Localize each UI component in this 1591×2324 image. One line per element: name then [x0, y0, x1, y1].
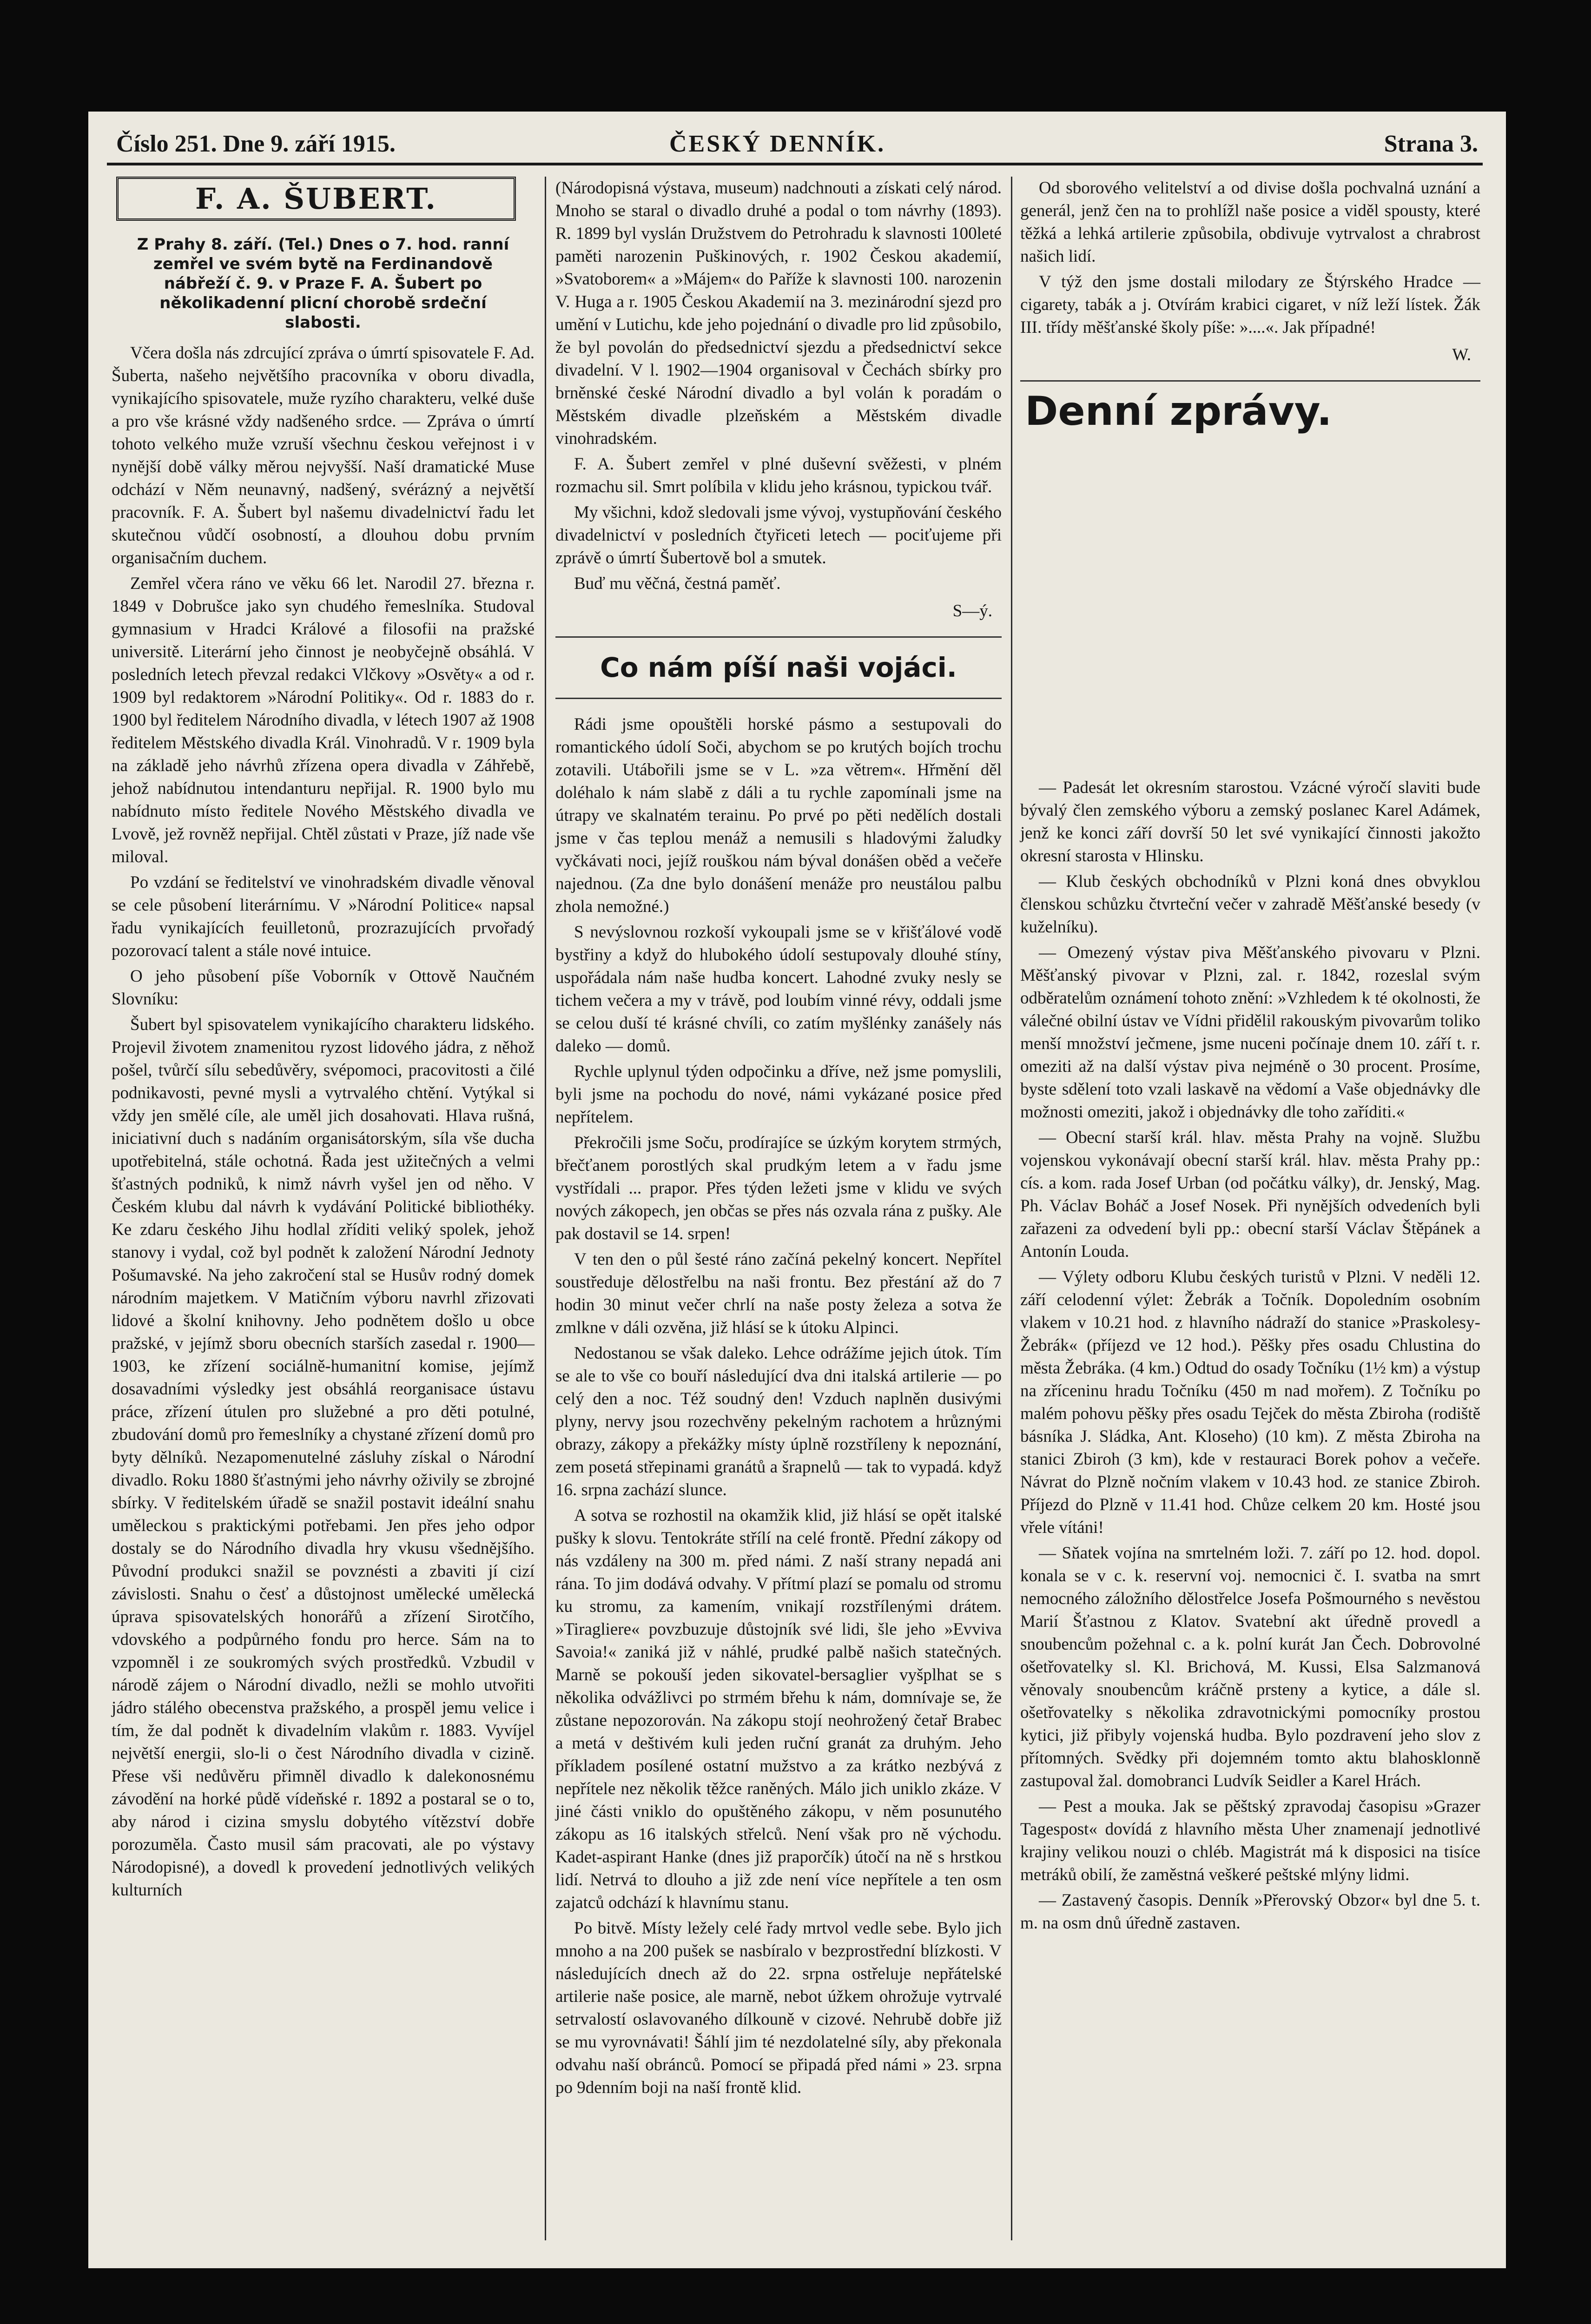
section-rule [555, 636, 1002, 638]
news-item: — Omezený výstav piva Měšťanského pivovaru v Plzni. Měšťanský pivovar v Plzni, zal. r. 1842, rozeslal svým odběratelům oznámení tohoto znění: »Vzhledem k té okolnosti, že válečné obilní ústav ve Vídni přidělil rakouským pivovarům toliko menší množství ječmene, jsme nuceni počínaje dnem 10. září t. r. omeziti až na další výstav piva nejméně o 30 procent. Prosíme, byste sdělení toto vzali laskavě na vědomí a Vaše objednávky dle možnosti omeziti, jakož i objednávky dle toho zaříditi.« [1020, 943, 1480, 1122]
masthead-rule [107, 163, 1483, 165]
issue-date: Číslo 251. Dne 9. září 1915. [116, 131, 396, 157]
soldiers-paragraph: Překročili jsme Soču, prodírajíce se úzkým korytem strmých, břečťanem porostlých skal prudkým letem a v řadu jsme vystřídali ... prapor. Přes týden ležeti jsme v klidu ve svých nových zákopech, jen občas se přes nás ozvala rána z pušky. Ale pak dostavil se 14. srpen! [555, 1133, 1002, 1243]
news-item: — Pest a mouka. Jak se pěštský zpravodaj časopisu »Grazer Tagespost« dovídá z hlavního města Uher znamenají jednotlivé krajiny velikou nouzi o chléb. Magistrát má k disposici na tisíce metráků obilí, že zaměstná veškeré peštské mlýny lidmi. [1020, 1797, 1480, 1884]
newspaper-page [88, 112, 1506, 2268]
section-rule [1020, 380, 1480, 382]
obituary-telegram: Z Prahy 8. září. (Tel.) Dnes o 7. hod. ranní zemřel ve svém bytě na Ferdinandově nábřeží č. 9. v Praze F. A. Šubert po několikadenní plicní chorobě srdeční slabosti. [137, 235, 509, 332]
obituary-name-box: F. A. ŠUBERT. [116, 177, 516, 221]
obituary-continued: Buď mu věčná, čestná paměť. [574, 574, 781, 593]
soldiers-paragraph: Rychle uplynul týden odpočinku a dříve, než jsme pomyslili, byli jsme na pochodu do nové, námi vykázané posice před nepřítelem. [555, 1062, 1002, 1127]
soldiers-paragraph: S nevýslovnou rozkoší vykoupali jsme se v křišťálové vodě bystřiny a když do hlubokého údolí sestupovaly dlouhé stíny, uspořádala nám naše hudba koncert. Lahodné zvuky nesly se tichem večera a my v trávě, pod loubím vinné révy, oddali jsme se celou duší té krásné chvíli, co zatím myšlénky zanášely nás daleko — domů. [555, 923, 1002, 1056]
obituary-paragraph: Po vzdání se ředitelství ve vinohradském divadle věnoval se cele působení literárnímu. V »Národní Politice« napsal řadu vynikajících feuilletonů, prozrazujících prvořadý pozorovací talent a stále nové intuice. [112, 873, 535, 960]
section-title-daily-news: Denní zprávy. [1025, 388, 1332, 435]
news-item: — Sňatek vojína na smrtelném loži. 7. září po 12. hod. dopol. konala se v c. k. reservní voj. nemocnici č. I. svatba na smrt nemocného záložního dělostřelce Josefa Pošmourného s nevěstou Marií Šťastnou z Klatov. Svatební akt úředně provedl a snoubencům požehnal c. a k. polní kurát Jan Čech. Dobrovolné ošetřovatelky sl. Kl. Brichová, M. Kussi, Elsa Salzmanová věnovaly snoubencům kráčně prsteny a kytice, a dále sl. ošetřovatelky s několika zdravotnickými pomocníky prostou kytici, již přibyly vojenská hudba. Bylo pozdravení jeho slov z přítomných. Svědky při dojemném tomto aktu blahosklonně zastupoval žal. domobranci Ludvík Seidler a Karel Hrách. [1020, 1544, 1480, 1790]
soldiers-paragraph: V ten den o půl šesté ráno začíná pekelný koncert. Nepřítel soustředuje dělostřelbu na naši frontu. Bez přestání až do 7 hodin 30 minut večer chrlí na naše posty železa a sotva že zmlkne v dáli ozvěna, již hlásí se k útoku Alpinci. [555, 1250, 1002, 1337]
obituary-paragraph: Zemřel včera ráno ve věku 66 let. Narodil 27. března r. 1849 v Dobrušce jako syn chudého řemeslníka. Studoval gymnasium v Hradci Králové a filosofii na pražské universitě. Literární jeho činnost je neobyčejně obsáhlá. V posledních letech převzal redakci Vlčkovy »Osvěty« a od r. 1909 byl redaktorem »Národní Politiky«. Od r. 1883 do r. 1900 byl ředitelem Národního divadla, v létech 1907 až 1908 ředitelem Městského divadla Král. Vinohradů. V r. 1909 byla na základě jeho návrhů zřízena opera divadla v Záhřebě, jehož nabídnutou intendanturu nepřijal. R. 1900 bylo mu nabídnuto místo ředitele Nového Městského divadla ve Lvově, jež rovněž nepřijal. Chtěl zůstati v Praze, jíž nade vše miloval. [112, 574, 535, 866]
soldiers-paragraph: Nedostanou se však daleko. Lehce odrážíme jejich útok. Tím se ale to vše co bouří následující dva dni italská artilerie — po celý den a noc. Též soudný den! Vzduch naplněn dusivými plyny, nervy jsou rozechvěny pekelným rachotem a hrůznými obrazy, zákopy a překážky místy úplně rozstříleny k nepoznání, zem posetá střepinami granátů a šrapnelů — tak to vypadá. když 16. srpna zachází slunce. [555, 1344, 1002, 1499]
page-number: Strana 3. [1384, 131, 1478, 157]
soldiers-paragraph: Rádi jsme opouštěli horské pásmo a sestupovali do romantického údolí Soči, abychom se po krutých bojích trochu zotavili. Utábořili jsme se v L. »za větrem«. Hřmění děl doléhalo k nám slabě z dáli a tu rychle zapomínali jsme na útrapy ve skalnatém terainu. Po prvé po pěti nedělích dostali jsme v čas teplou menáž a nemusili s hladovými žaludky vyčkávati noci, jejíž rouškou nám býval donášen oběd a večeře najednou. (Za dne bylo donášení menáže pro neustálou palbu zhola nemožné.) [555, 715, 1002, 916]
obituary-paragraph: O jeho působení píše Voborník v Ottově Naučném Slovníku: [112, 967, 535, 1009]
soldiers-paragraph: A sotva se rozhostil na okamžik klid, již hlásí se opět italské pušky k slovu. Tentokráte střílí na celé frontě. Přední zákopy od nás vzdáleny na 300 m. před námi. Z naší strany nepadá ani rána. To jim dodává odvahy. V přítmí plazí se pomalu od stromu ku stromu, za kamením, vnikají rozstřílenými drátem. »Tiragliere« povzbuzuje důstojník své lidi, šle jeho »Evviva Savoia!« zaniká již v náhlé, prudké palbě našich statečných. Marně se pokouší jeden sikovatel-bersaglier vyšplhat se s několika odvážlivci po strmém břehu k nám, domnívaje se, že zůstane nepozorován. Na zákopu stojí neohrožený četař Brabec a metá v deštivém kuli jeden ruční granát za druhým. Jeho příkladem posílené ostatní mužstvo a za krátko nezbývá z nepřítele nez několik těžce raněných. Málo jich uniklo zkáze. V jiné části vniklo do opuštěného zákopu, v něm posunutého zákopu as 16 italských střelců. Není však pro ně východu. Kadet-aspirant Hanke (dnes již praporčík) útočí na ně s hrstkou lidí. Netrvá to dlouho a již zde není více nepřítele a ten osm zajatců odchází k hlavnímu stanu. [555, 1506, 1002, 1912]
column-divider [1011, 177, 1012, 2240]
obituary-paragraph: Šubert byl spisovatelem vynikajícího charakteru lidského. Projevil životem znamenitou ryzost lidového jádra, z něhož pošel, tvůrčí sílu sebedůvěry, svépomoci, pracovitosti a čilé podnikavosti, pevné mysli a vytrvalého chtění. Vytýkal si vždy jen smělé cíle, ale uměl jich dosahovati. Hlava rušná, iniciativní duch s nadáním organisátorským, síla vše ducha upotřebitelná, stále ochotná. Řada jest užitečných a velmi šťastných podniků, k nimž návrh vyšel jen od něho. V Českém klubu dal návrh k vydávání Politické bibliothéky. Ke zdaru českého Jihu hodlal zříditi veliký spolek, jehož stanovy i vydal, což byl podnět k založení Národní Jednoty Pošumavské. Na jeho zakročení stal se Husův rodný domek národním majetkem. V Matičním výboru navrhl zřizovati lidové a školní knihovny. Jeho podnětem došlo u obce pražské, v jejímž sboru obecních starších zasedal r. 1900—1903, ke zřízení sociálně-humanitní komise, jejímž dosavadními výsledky jest obsáhlá reorganisace ústavu práce, zřízení útulen pro služebné a pro děti potulné, zbudování domů pro řemeslníky a chystané zřízení domů pro byty dělníků. Nezapomenutelné zásluhy získal o Národní divadlo. Roku 1880 šťastnými jeho návrhy oživily se zbrojné sbírky. V ředitelském úřadě se snažil postavit ideální snahu uměleckou s praktickými potřebami. Jen přes jeho odpor dostaly se do Národního divadla hry vkusu všednějšího. Původní produkci snažil se povznésti a zbaviti jí cizí závislosti. Snahu o česť a důstojnost umělecké umělecká úprava spisovatelských honorářů a zřízení Sirotčího, vdovského a podpůrného fondu pro herce. Sám na to vzpomněl i ze soukromých svých prostředků. Vzbudil v národě zájem o Národní divadlo, nežli se mohlo utvořiti jádro stálého obecenstva pražského, a prospěl jemu velice i tím, že dal podnět k divadelním vlakům r. 1883. Vyvíjel největší energii, slo-li o čest Národního divadla v cizině. Přese vši nedůvěru přimněl divadlo k dalekonosnému závodění na horké půdě vídeňské r. 1892 a postaral se o to, aby národ i cizina smyslu dobytého vítězství dobře porozuměla. Často musil sám pracovati, ale po výstavy Národopisné), a dovedl k provedení jednotlivých velikých kulturních [112, 1015, 535, 1900]
news-item: — Zastavený časopis. Denník »Přerovský Obzor« byl dne 5. t. m. na osm dnů úředně zastaven. [1020, 1891, 1480, 1933]
news-item: — Obecní starší král. hlav. města Prahy na vojně. Službu vojenskou vykonávají obecní starší král. hlav. města Prahy pp.: cís. a kom. rada Josef Urban (od počátku války), dr. Jenský, Mag. Ph. Václav Boháč a Josef Nosek. Při nynějších odvedeních byli zařazeni za odvedení byli pp.: obecní starší Václav Štěpánek a Antonín Louda. [1020, 1128, 1480, 1261]
news-item: — Výlety odboru Klubu českých turistů v Plzni. V neděli 12. září celodenní výlet: Žebrák a Točník. Dopoledním osobním vlakem v 10.21 hod. z hlavního nádraží do stanice »Praskolesy-Žebrák« (příjezd ve 12 hod.). Pěšky přes osadu Chlustina do města Žebráka. (4 km.) Odtud do osady Točníku (1½ km) a výstup na zříceninu hradu Točníku (450 m nad mořem). Z Točníku po malém pohovu pěšky přes osadu Tejček do města Zbiroha (rodiště básníka J. Sládka, Ant. Kloseho) (10 km). Z města Zbiroha na stanici Zbiroh (3 km), kde v restauraci Borek pohov a večeře. Návrat do Plzně nočním vlakem v 10.43 hod. ze stanice Zbiroh. Příjezd do Plzně v 11.41 hod. Chůze celkem 20 km. Hosté jsou vřele vítáni! [1020, 1268, 1480, 1537]
soldiers-letter-end: Od sborového velitelství a od divise došla pochvalná uznání a generál, jenž čen na to prohlížl naše posice a viděl spousty, které těžká a lehká artilerie způsobila, obdivuje vytrvalost a chrabrost našich lidí. [1020, 178, 1480, 266]
blank-area [1020, 442, 1480, 776]
soldiers-letter-end: V týž den jsme dostali milodary ze Štýrského Hradce — cigarety, tabák a j. Otvírám krabici cigaret, v níž leží lístek. Žák III. třídy měšťanské školy píše: »....«. Jak případné! [1020, 272, 1480, 337]
obituary-continued: F. A. Šubert zemřel v plné duševní svěžesti, v plném rozmachu sil. Smrt políbila v klidu jeho krásnou, typickou tvář. [555, 455, 1002, 496]
obituary-continued: (Národopisná výstava, museum) nadchnouti a získati celý národ. Mnoho se staral o divadlo druhé a podal o tom návrhy (1893). R. 1899 byl vyslán Družstvem do Petrohradu k slavnosti 100leté paměti narozenin Puškinových, r. 1902 Českou akademií, »Svatoborem« a »Májem« do Paříže k slavnosti 100. narozenin V. Huga a r. 1905 Českou Akademií na 3. mezinárodní sjezd pro umění v Lutichu, kde jeho pojednání o divadle pro lid způsobilo, že byl povolán do předsednictví sjezdu a předsednictví sekce divadelní. V l. 1902—1904 organisoval v Čechách sbírky pro brněnské české Národní divadlo a byl volán k poradám o Městském divadle plzeňském a Městském divadle vinohradském. [555, 178, 1002, 448]
column-news [1020, 177, 1480, 1937]
news-item: — Klub českých obchodníků v Plzni koná dnes obvyklou členskou schůzku čtvrteční večer v zahradě Měšťanské besedy (v kuželníku). [1020, 872, 1480, 937]
newspaper-title: ČESKÝ DENNÍK. [669, 131, 886, 157]
masthead [116, 125, 1478, 163]
obituary-paragraph: Včera došla nás zdrcující zpráva o úmrtí spisovatele F. Ad. Šuberta, našeho největšího pracovníka v oboru divadla, vynikajícího spisovatele, muže ryzího charakteru, velké duše a pro vše krásné vždy nadšeného srdce. — Zpráva o úmrtí tohoto velkého muže vzruší všechnu českou veřejnost i v nynější době války měrou nejvyšší. Naší dramatické Muse odchází v Něm neunavný, nadšený, svérázný a největší pracovník. F. A. Šubert byl našemu divadelnictví řadu let skutečnou vůdčí osobností, a dlouhou dobu prvním organisačním duchem. [112, 343, 535, 568]
obituary-continued: My všichni, kdož sledovali jsme vývoj, vystupňování českého divadelnictví v posledních čtyřiceti letech — pociťujeme při zprávě o úmrtí Šubertově bol a smutek. [555, 503, 1002, 568]
column-obituary [112, 177, 535, 1904]
section-title-soldiers: Co nám píší naši vojáci. [600, 652, 957, 683]
soldiers-paragraph: Po bitvě. Místy ležely celé řady mrtvol vedle sebe. Bylo jich mnoho a na 200 pušek se nasbíralo v bezprostřední blízkosti. V následujících dnech až do 22. srpna ostřeluje nepřátelské artilerie naše posice, ale marně, nebot úžkem ohrožuje vytrvalé setrvalostí oslavovaného dílkouně v cizové. Nehrubě dobře již se mu vyrovnávati! Šáhlí jim té nezdolatelné síly, aby překonala odvahu naší obránců. Pomocí se připadá před námi » 23. srpna po 9denním boji na naší frontě klid. [555, 1919, 1002, 2097]
column-divider [545, 177, 546, 2240]
column-middle [555, 177, 1002, 2102]
obituary-signature: S—ý. [952, 601, 992, 621]
news-item: — Padesát let okresním starostou. Vzácné výročí slaviti bude bývalý člen zemského výboru a zemský poslanec Karel Adámek, jenž ke konci září dovrší 50 let své vynikající činnosti jakožto okresní starosta v Hlinsku. [1020, 778, 1480, 865]
section-rule [555, 698, 1002, 699]
letter-signature: W. [1452, 345, 1471, 364]
